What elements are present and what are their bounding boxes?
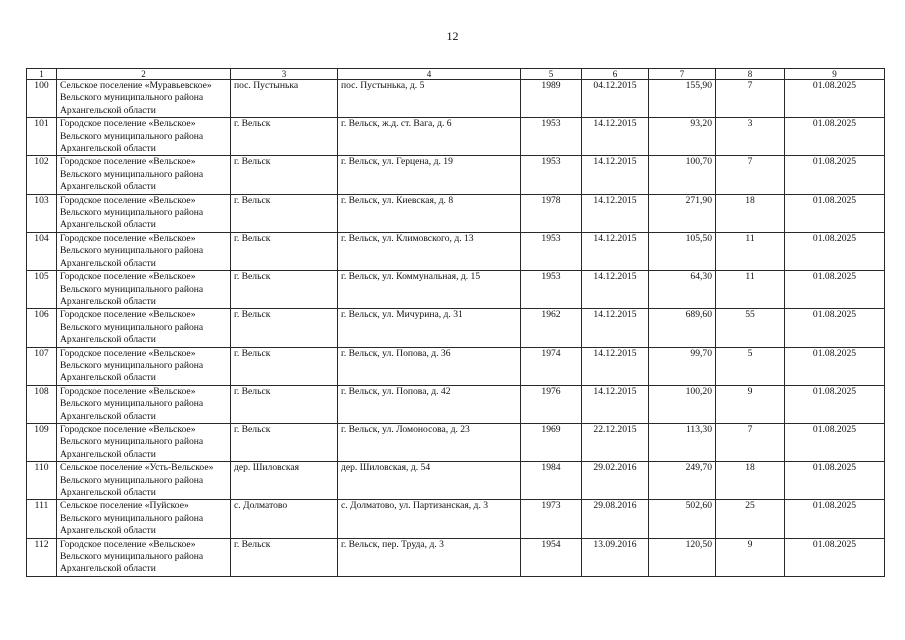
residents-count: 18 [716, 462, 785, 500]
address: г. Вельск, ул. Мичурина, д. 31 [338, 309, 521, 347]
area: 64,30 [649, 271, 716, 309]
residents-count: 3 [716, 118, 785, 156]
settlement-name: Городское поселение «Вельское» Вельского муниципального района Архангельской области [57, 271, 231, 309]
build-year: 1953 [521, 232, 582, 270]
resettlement-deadline: 01.08.2025 [785, 232, 885, 270]
locality: г. Вельск [231, 194, 338, 232]
recognition-date: 14.12.2015 [582, 118, 649, 156]
column-number: 2 [57, 69, 231, 80]
area: 113,30 [649, 423, 716, 461]
address: с. Долматово, ул. Партизанская, д. 3 [338, 500, 521, 538]
table-row [27, 118, 885, 156]
residents-count: 5 [716, 347, 785, 385]
residents-count: 25 [716, 500, 785, 538]
settlement-name: Городское поселение «Вельское» Вельского муниципального района Архангельской области [57, 232, 231, 270]
build-year: 1978 [521, 194, 582, 232]
settlement-name: Городское поселение «Вельское» Вельского муниципального района Архангельской области [57, 118, 231, 156]
address: г. Вельск, ул. Попова, д. 42 [338, 385, 521, 423]
row-number: 100 [27, 80, 57, 118]
resettlement-deadline: 01.08.2025 [785, 347, 885, 385]
settlement-name: Городское поселение «Вельское» Вельского муниципального района Архангельской области [57, 423, 231, 461]
row-number: 110 [27, 462, 57, 500]
settlement-name: Городское поселение «Вельское» Вельского муниципального района Архангельской области [57, 156, 231, 194]
locality: г. Вельск [231, 385, 338, 423]
recognition-date: 14.12.2015 [582, 156, 649, 194]
resettlement-deadline: 01.08.2025 [785, 538, 885, 576]
settlement-name: Сельское поселение «Усть-Вельское» Вельского муниципального района Архангельской области [57, 462, 231, 500]
housing-registry-table [26, 68, 885, 577]
resettlement-deadline: 01.08.2025 [785, 462, 885, 500]
address: г. Вельск, ул. Ломоносова, д. 23 [338, 423, 521, 461]
table-row [27, 347, 885, 385]
address: дер. Шиловская, д. 54 [338, 462, 521, 500]
address: г. Вельск, ул. Герцена, д. 19 [338, 156, 521, 194]
build-year: 1962 [521, 309, 582, 347]
table-row [27, 538, 885, 576]
address: г. Вельск, ул. Коммунальная, д. 15 [338, 271, 521, 309]
resettlement-deadline: 01.08.2025 [785, 118, 885, 156]
settlement-name: Городское поселение «Вельское» Вельского муниципального района Архангельской области [57, 309, 231, 347]
build-year: 1984 [521, 462, 582, 500]
table-row [27, 462, 885, 500]
resettlement-deadline: 01.08.2025 [785, 500, 885, 538]
locality: г. Вельск [231, 118, 338, 156]
area: 100,70 [649, 156, 716, 194]
address: г. Вельск, ж.д. ст. Вага, д. 6 [338, 118, 521, 156]
recognition-date: 14.12.2015 [582, 271, 649, 309]
column-number: 1 [27, 69, 57, 80]
locality: г. Вельск [231, 232, 338, 270]
build-year: 1953 [521, 271, 582, 309]
residents-count: 9 [716, 538, 785, 576]
resettlement-deadline: 01.08.2025 [785, 156, 885, 194]
area: 120,50 [649, 538, 716, 576]
resettlement-deadline: 01.08.2025 [785, 309, 885, 347]
recognition-date: 29.08.2016 [582, 500, 649, 538]
table-row [27, 500, 885, 538]
settlement-name: Городское поселение «Вельское» Вельского муниципального района Архангельской области [57, 538, 231, 576]
table-row [27, 156, 885, 194]
area: 105,50 [649, 232, 716, 270]
build-year: 1976 [521, 385, 582, 423]
address: г. Вельск, ул. Попова, д. 36 [338, 347, 521, 385]
settlement-name: Городское поселение «Вельское» Вельского муниципального района Архангельской области [57, 194, 231, 232]
row-number: 105 [27, 271, 57, 309]
column-number: 6 [582, 69, 649, 80]
build-year: 1973 [521, 500, 582, 538]
column-number: 7 [649, 69, 716, 80]
settlement-name: Сельское поселение «Муравьевское» Вельского муниципального района Архангельской области [57, 80, 231, 118]
row-number: 111 [27, 500, 57, 538]
residents-count: 55 [716, 309, 785, 347]
area: 155,90 [649, 80, 716, 118]
locality: дер. Шиловская [231, 462, 338, 500]
table-row [27, 232, 885, 270]
row-number: 103 [27, 194, 57, 232]
build-year: 1953 [521, 118, 582, 156]
resettlement-deadline: 01.08.2025 [785, 385, 885, 423]
area: 271,90 [649, 194, 716, 232]
row-number: 107 [27, 347, 57, 385]
locality: г. Вельск [231, 156, 338, 194]
recognition-date: 14.12.2015 [582, 232, 649, 270]
locality: пос. Пустынька [231, 80, 338, 118]
recognition-date: 22.12.2015 [582, 423, 649, 461]
build-year: 1953 [521, 156, 582, 194]
residents-count: 7 [716, 423, 785, 461]
build-year: 1974 [521, 347, 582, 385]
resettlement-deadline: 01.08.2025 [785, 423, 885, 461]
recognition-date: 14.12.2015 [582, 385, 649, 423]
page-number: 12 [446, 29, 459, 43]
column-number: 8 [716, 69, 785, 80]
column-number: 5 [521, 69, 582, 80]
residents-count: 18 [716, 194, 785, 232]
locality: г. Вельск [231, 309, 338, 347]
address: пос. Пустынька, д. 5 [338, 80, 521, 118]
recognition-date: 04.12.2015 [582, 80, 649, 118]
residents-count: 9 [716, 385, 785, 423]
table-row [27, 309, 885, 347]
column-number-row [27, 69, 885, 80]
row-number: 112 [27, 538, 57, 576]
table-row [27, 80, 885, 118]
table-row [27, 423, 885, 461]
area: 99,70 [649, 347, 716, 385]
settlement-name: Городское поселение «Вельское» Вельского муниципального района Архангельской области [57, 385, 231, 423]
area: 689,60 [649, 309, 716, 347]
recognition-date: 29.02.2016 [582, 462, 649, 500]
area: 502,60 [649, 500, 716, 538]
locality: с. Долматово [231, 500, 338, 538]
settlement-name: Сельское поселение «Пуйское» Вельского муниципального района Архангельской области [57, 500, 231, 538]
locality: г. Вельск [231, 271, 338, 309]
area: 249,70 [649, 462, 716, 500]
settlement-name: Городское поселение «Вельское» Вельского муниципального района Архангельской области [57, 347, 231, 385]
table-row [27, 271, 885, 309]
build-year: 1989 [521, 80, 582, 118]
column-number: 4 [338, 69, 521, 80]
residents-count: 11 [716, 232, 785, 270]
recognition-date: 14.12.2015 [582, 347, 649, 385]
build-year: 1969 [521, 423, 582, 461]
locality: г. Вельск [231, 423, 338, 461]
resettlement-deadline: 01.08.2025 [785, 271, 885, 309]
row-number: 101 [27, 118, 57, 156]
table-row [27, 385, 885, 423]
residents-count: 7 [716, 80, 785, 118]
locality: г. Вельск [231, 347, 338, 385]
resettlement-deadline: 01.08.2025 [785, 194, 885, 232]
column-number: 3 [231, 69, 338, 80]
address: г. Вельск, ул. Климовского, д. 13 [338, 232, 521, 270]
build-year: 1954 [521, 538, 582, 576]
residents-count: 11 [716, 271, 785, 309]
address: г. Вельск, пер. Труда, д. 3 [338, 538, 521, 576]
residents-count: 7 [716, 156, 785, 194]
row-number: 102 [27, 156, 57, 194]
area: 93,20 [649, 118, 716, 156]
row-number: 109 [27, 423, 57, 461]
recognition-date: 13.09.2016 [582, 538, 649, 576]
resettlement-deadline: 01.08.2025 [785, 80, 885, 118]
row-number: 106 [27, 309, 57, 347]
address: г. Вельск, ул. Киевская, д. 8 [338, 194, 521, 232]
area: 100,20 [649, 385, 716, 423]
row-number: 108 [27, 385, 57, 423]
column-number: 9 [785, 69, 885, 80]
table-row [27, 194, 885, 232]
row-number: 104 [27, 232, 57, 270]
recognition-date: 14.12.2015 [582, 194, 649, 232]
recognition-date: 14.12.2015 [582, 309, 649, 347]
locality: г. Вельск [231, 538, 338, 576]
